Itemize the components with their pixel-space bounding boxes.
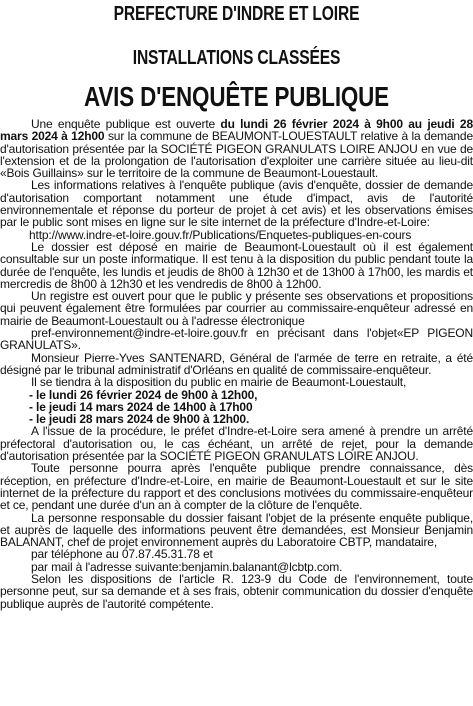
paragraph-dossier: Le dossier est déposé en mairie de Beaumont-Louestault où il est également consultable sur un poste informatique. Il est tenu à la disposition du public pendant toute la durée de l'enquête, les lundis et jeudis de 8h00 à 12h30 et de 13h00 à 17h00, les mardis et mercredis de 8h00 à 12h30 et les vendredis de 8h00 à 12h00.: [0, 239, 473, 291]
notice-body: [0, 118, 473, 610]
section-heading: INSTALLATIONS CLASSÉES: [132, 47, 341, 69]
paragraph-email: pref-environnement@indre-et-loire.gouv.fr en précisant dans l'objet«EP PIGEON GRANULATS».: [0, 326, 473, 353]
opening-text: Une enquête publique est ouverte: [31, 117, 221, 131]
paragraph-availability: Il se tiendra à la disposition du public en mairie de Beaumont-Louestault,: [31, 375, 407, 390]
contact-mail: par mail à l'adresse suivante:benjamin.balanant@lcbtp.com.: [31, 559, 343, 574]
paragraph-register: Un registre est ouvert pour que le public y présente ses observations et propositions qui peuvent également être formulées par courrier au commissaire-enquêteur adressé en mairie de Beaumont-Louestault ou à l'adresse électronique: [0, 289, 473, 328]
opening-text-rest: sur la commune de BEAUMONT-LOUESTAULT relative à la demande d'autorisation présentée par la SOCIÉTÉ PIGEON GRANULATS LOIRE ANJOU en vue de l'extension et de la prolongation de l'autorisation d'exploiter une carrière située au lieu-dit «Bois Guillains» sur le territoire de la commune de Beaumont-Louestault.: [0, 129, 473, 181]
paragraph-information: Les informations relatives à l'enquête publique (avis d'enquête, dossier de demande d'autorisation comportant notamment une étude d'impact, avis de l'autorité environnementale et réponse du porteur de projet à cet avis) et les observations émises par le public sont mises en ligne sur le site internet de la préfecture d'Indre-et-Loire:: [0, 178, 473, 230]
paragraph-report: Toute personne pourra après l'enquête publique prendre connaissance, dès réception, en préfecture d'Indre-et-Loire, en mairie de Beaumont-Louestault et sur le site internet de la préfecture du rapport et des conclusions motivées du commissaire-enquêteur et ce, pendant une durée d'un an à compter de la clôture de l'enquête.: [0, 461, 473, 513]
paragraph-opening: [0, 118, 473, 179]
notice-title: AVIS D'ENQUÊTE PUBLIQUE: [84, 81, 389, 112]
prefecture-url: http://www.indre-et-loire.gouv.fr/Publications/Enquetes-publiques-en-cours: [29, 227, 412, 242]
paragraph-commissioner: Monsieur Pierre-Yves SANTENARD, Général de l'armée de terre en retraite, a été désigné par le tribunal administratif d'Orléans en qualité de commissaire-enquêteur.: [0, 350, 473, 377]
paragraph-article: Selon les dispositions de l'article R. 123-9 du Code de l'environnement, toute personne peut, sur sa demande et à ses frais, obtenir communication du dossier d'enquête publique auprès de l'autorité compétente.: [0, 571, 473, 611]
paragraph-decision: A l'issue de la procédure, le préfet d'Indre-et-Loire sera amené à prendre un arrêté préfectoral d'autorisation ou, le cas échéant, un arrêté de rejet, pour la demande d'autorisation présentée par la SOCIÉTÉ PIGEON GRANULATS LOIRE ANJOU.: [0, 424, 473, 464]
contact-phone: par téléphone au 07.87.45.31.78 et: [31, 547, 213, 562]
session-item: - le jeudi 28 mars 2024 de 9h00 à 12h00.: [29, 412, 250, 427]
session-item: - le lundi 26 février 2024 de 9h00 à 12h00,: [29, 387, 258, 402]
paragraph-contact: La personne responsable du dossier faisant l'objet de la présente enquête publique, et auprès de laquelle des informations peuvent être demandées, est Monsieur Benjamin BALANANT, chef de projet environnement auprès du Laboratoire CBTP, mandataire,: [0, 510, 473, 550]
prefecture-heading: PREFECTURE D'INDRE ET LOIRE: [113, 3, 360, 25]
session-item: - le jeudi 14 mars 2024 de 14h00 à 17h00: [29, 399, 253, 414]
enquiry-dates: du lundi 26 février 2024 à 9h00 au jeudi 28 mars 2024 à 12h00: [0, 117, 473, 144]
